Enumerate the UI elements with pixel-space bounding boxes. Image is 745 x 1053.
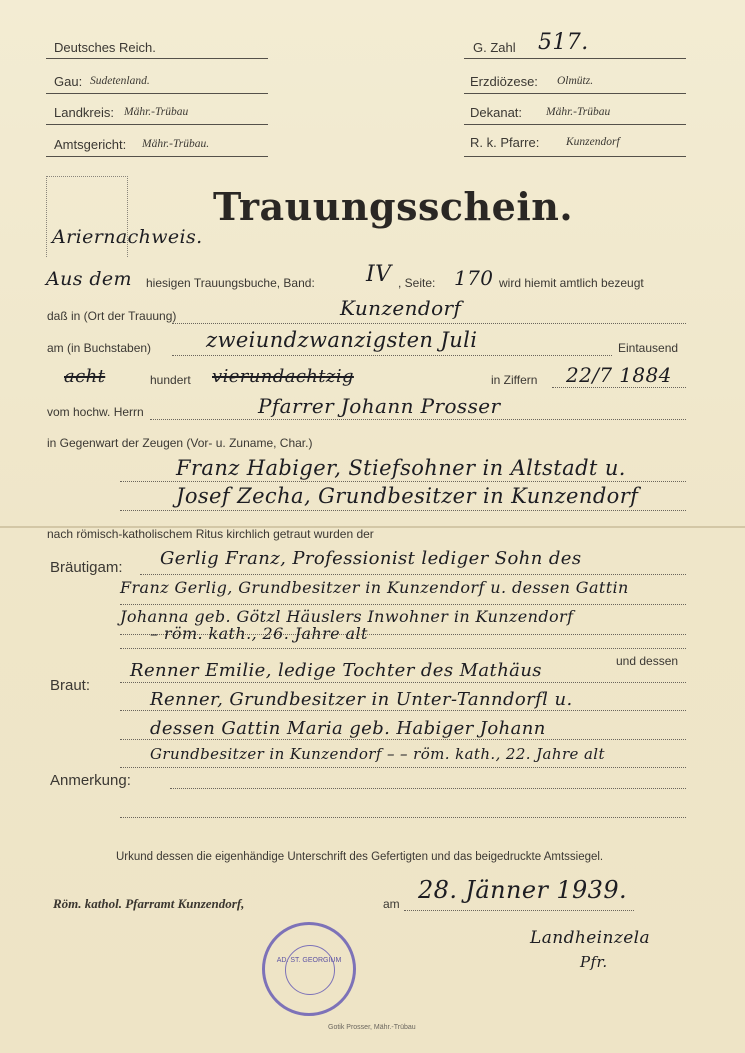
dotted-line xyxy=(140,574,686,575)
seal-inner-ring xyxy=(285,945,335,995)
urkund-text: Urkund dessen die eigenhändige Unterschrift des Gefertigten und das beigedruckte Amtssiegel. xyxy=(116,851,604,863)
document-title: Trauungsschein. xyxy=(213,184,574,229)
braeutigam-line: – röm. kath., 26. Jahre alt xyxy=(150,624,368,643)
header-rule xyxy=(464,156,686,157)
eintausend: Eintausend xyxy=(618,341,679,355)
printer-imprint: Gotik Prosser, Mähr.-Trübau xyxy=(328,1024,416,1031)
amtsgericht-label: Amtsgericht: xyxy=(54,137,127,152)
margin-note: Ariernachweis. xyxy=(52,226,203,248)
buchstaben-label: am (in Buchstaben) xyxy=(47,341,152,355)
braut-line: Renner Emilie, ledige Tochter des Mathäus xyxy=(130,660,542,681)
church-seal xyxy=(262,922,356,1016)
pfarre-value: Kunzendorf xyxy=(566,136,620,148)
erzdioezese-value: Olmütz. xyxy=(557,75,594,87)
gau-label: Gau: xyxy=(54,74,83,89)
braut-line: Renner, Grundbesitzer in Unter-Tanndorfl u. xyxy=(150,689,573,710)
signature: Landheinzela xyxy=(530,928,651,948)
ort-value: Kunzendorf xyxy=(340,296,462,320)
ort-label: daß in (Ort der Trauung) xyxy=(47,309,177,323)
header-rule xyxy=(46,93,268,94)
anmerkung-label: Anmerkung: xyxy=(50,772,131,789)
dotted-line xyxy=(120,767,686,768)
signature-title: Pfr. xyxy=(580,953,608,971)
dotted-line xyxy=(552,387,686,388)
amtsgericht-value: Mähr.-Trübau. xyxy=(142,138,210,150)
am-label: am xyxy=(383,897,400,911)
seite-value: 170 xyxy=(454,266,494,290)
date-value: 28. Jänner 1939. xyxy=(418,876,628,904)
gzahl-label: G. Zahl xyxy=(473,40,516,55)
erzdioezese-label: Erzdiözese: xyxy=(470,74,538,89)
braeutigam-line: Gerlig Franz, Professionist lediger Sohn des xyxy=(160,548,582,569)
header-rule xyxy=(46,124,268,125)
dotted-line xyxy=(404,910,634,911)
header-rule xyxy=(464,93,686,94)
zeugen-label: in Gegenwart der Zeugen (Vor- u. Zuname, Char.) xyxy=(47,436,313,450)
braut-line: dessen Gattin Maria geb. Habiger Johann xyxy=(150,718,546,739)
line1-text: hiesigen Trauungsbuche, Band: xyxy=(146,276,315,290)
zeugen-line1: Franz Habiger, Stiefsohner in Altstadt u. xyxy=(176,456,626,480)
dotted-line xyxy=(120,604,686,605)
braeutigam-label: Bräutigam: xyxy=(50,559,123,576)
dekanat-label: Dekanat: xyxy=(470,105,523,120)
ziffern-value: 22/7 1884 xyxy=(566,363,672,387)
braeutigam-line: Johanna geb. Götzl Häuslers Inwohner in Kunzendorf xyxy=(120,607,574,626)
dotted-line xyxy=(120,739,686,740)
dotted-line xyxy=(172,355,612,356)
vierundachtzig-struck: vierundachtzig xyxy=(212,366,354,387)
dotted-line xyxy=(172,323,686,324)
ziffern-label: in Ziffern xyxy=(491,373,538,387)
header-reich: Deutsches Reich. xyxy=(54,40,156,55)
header-rule xyxy=(46,58,268,59)
dotted-line xyxy=(150,419,686,420)
dotted-line xyxy=(120,481,686,482)
gzahl-value: 517. xyxy=(538,30,589,55)
band-value: IV xyxy=(366,262,392,287)
dotted-line xyxy=(120,648,686,649)
braeutigam-line: Franz Gerlig, Grundbesitzer in Kunzendorf u. dessen Gattin xyxy=(120,578,629,597)
zeugen-line2: Josef Zecha, Grundbesitzer in Kunzendorf xyxy=(176,484,639,508)
braut-line: Grundbesitzer in Kunzendorf – – röm. kath., 22. Jahre alt xyxy=(150,745,605,763)
acht-struck: acht xyxy=(64,366,106,387)
pfarre-label: R. k. Pfarre: xyxy=(470,135,540,150)
herrn-label: vom hochw. Herrn xyxy=(47,405,144,419)
ritus-text: nach römisch-katholischem Ritus kirchlich getraut wurden der xyxy=(47,527,374,541)
header-rule xyxy=(46,156,268,157)
aus-dem: Aus dem xyxy=(46,268,132,290)
seite-label: , Seite: xyxy=(398,276,436,290)
hundert: hundert xyxy=(150,373,191,387)
pfarramt-label: Röm. kathol. Pfarramt Kunzendorf, xyxy=(53,896,245,911)
braut-label: Braut: xyxy=(50,677,91,694)
line1-end: wird hiemit amtlich bezeugt xyxy=(499,276,644,290)
landkreis-value: Mähr.-Trübau xyxy=(124,106,189,118)
seal-center-text: AD. ST. GEORGIUM xyxy=(276,957,342,964)
herrn-value: Pfarrer Johann Prosser xyxy=(258,394,501,418)
dotted-line xyxy=(120,817,686,818)
und-dessen: und dessen xyxy=(616,654,679,668)
header-rule xyxy=(464,58,686,59)
header-rule xyxy=(464,124,686,125)
buchstaben-value: zweiundzwanzigsten Juli xyxy=(206,328,478,352)
dotted-line xyxy=(120,510,686,511)
landkreis-label: Landkreis: xyxy=(54,105,114,120)
gau-value: Sudetenland. xyxy=(90,75,150,87)
dekanat-value: Mähr.-Trübau xyxy=(546,106,611,118)
dotted-line xyxy=(120,682,686,683)
dotted-line xyxy=(120,710,686,711)
dotted-line xyxy=(170,788,686,789)
